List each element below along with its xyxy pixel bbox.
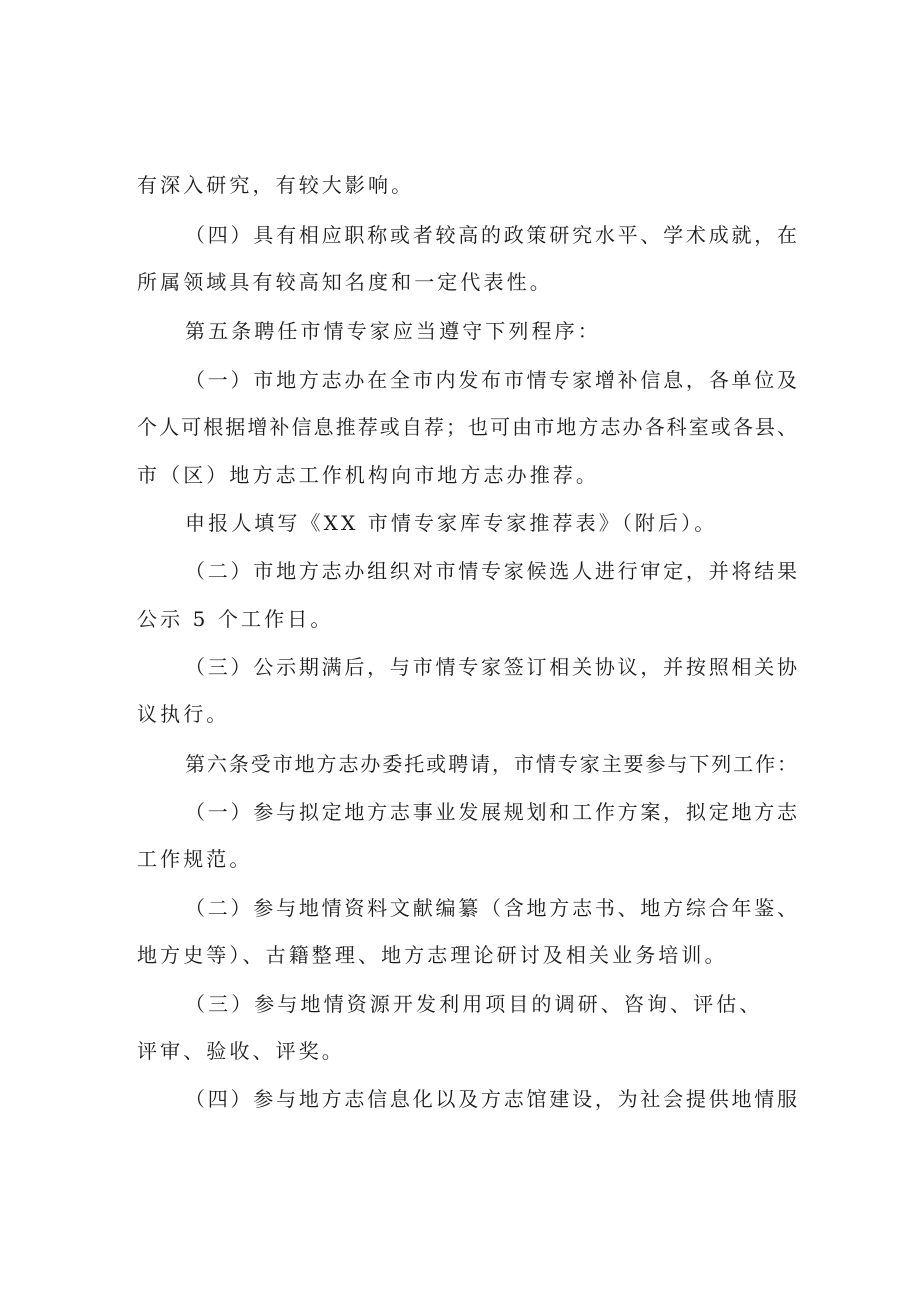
text-line: 公示 5 个工作日。 [137, 607, 334, 631]
text-line: 有深入研究，有较大影响。 [137, 173, 415, 197]
text-line: 第五条聘任市情专家应当遵守下列程序： [185, 319, 601, 343]
text-line: （三）公示期满后，与市情专家签订相关协议，并按照相关协 [185, 655, 797, 679]
text-line: 第六条受市地方志办委托或聘请，市情专家主要参与下列工作： [185, 752, 797, 776]
text-line: （四）具有相应职称或者较高的政策研究水平、学术成就，在 [185, 223, 797, 247]
text-line: 议执行。 [137, 702, 230, 726]
text-line: 市（区）地方志工作机构向市地方志办推荐。 [137, 463, 599, 487]
text-line: （三）参与地情资源开发利用项目的调研、咨询、评估、 [185, 992, 763, 1016]
text-line: 所属领域具有较高知名度和一定代表性。 [137, 270, 553, 294]
text-line: （四）参与地方志信息化以及方志馆建设，为社会提供地情服 [185, 1087, 797, 1111]
text-line: （二）参与地情资料文献编纂（含地方志书、地方综合年鉴、 [185, 896, 797, 920]
text-line: 评审、验收、评奖。 [137, 1039, 345, 1063]
text-line: 工作规范。 [137, 847, 253, 871]
text-line: （二）市地方志办组织对市情专家候选人进行审定，并将结果 [185, 559, 797, 583]
text-line: （一）参与拟定地方志事业发展规划和工作方案，拟定地方志 [185, 800, 797, 824]
text-line: 申报人填写《XX 市情专家库专家推荐表》（附后）。 [185, 511, 718, 535]
text-line: 地方史等）、古籍整理、地方志理论研讨及相关业务培训。 [137, 943, 728, 967]
text-line: 个人可根据增补信息推荐或自荐；也可由市地方志办各科室或各县、 [137, 415, 797, 439]
text-line: （一）市地方志办在全市内发布市情专家增补信息，各单位及 [185, 368, 797, 392]
